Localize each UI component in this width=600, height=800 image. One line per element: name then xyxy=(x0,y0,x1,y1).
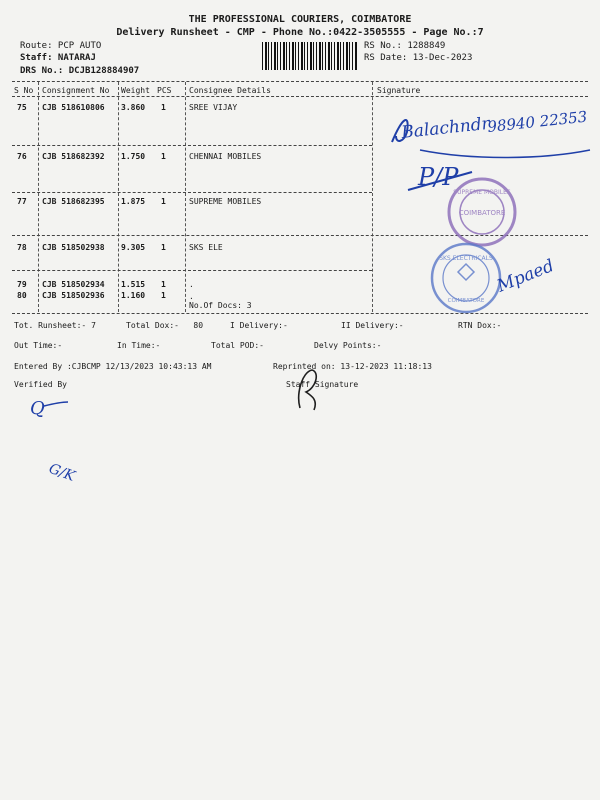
staff: Staff: NATARAJ xyxy=(20,53,96,63)
delvy-points: Delvy Points:- xyxy=(314,341,382,350)
stamp-sks-bottom: COIMBATORE xyxy=(447,298,485,304)
row-consignee: SREE VIJAY xyxy=(189,103,238,112)
stamp-coimbatore: COIMBATORE xyxy=(458,209,506,217)
staff-signature-scribble xyxy=(299,370,317,410)
verified-tail xyxy=(44,402,68,406)
row-sno: 77 xyxy=(17,197,27,206)
col-signature: Signature xyxy=(377,86,421,95)
col-sno: S No xyxy=(14,86,34,95)
row-pcs: 1 xyxy=(161,197,166,206)
runsheet-subtitle: Delivery Runsheet - CMP - Phone No.:0422-3505555 - Page No.:7 xyxy=(116,27,484,38)
sig4: Mpaed xyxy=(494,255,557,297)
row-sno: 75 xyxy=(17,103,27,112)
row-pcs: 1 xyxy=(161,103,166,112)
row-consignee: SKS ELE xyxy=(189,243,223,252)
reprinted-on: Reprinted on: 13-12-2023 11:18:13 xyxy=(273,362,432,371)
row-consignment: CJB 518502936 xyxy=(42,291,105,300)
row-consignee: . xyxy=(189,280,194,289)
col-consignment: Consignment No xyxy=(42,86,110,95)
row-consignment: CJB 518502934 xyxy=(42,280,105,289)
col-weight: Weight xyxy=(121,86,150,95)
row-pcs: 1 xyxy=(161,152,166,161)
pp-mark: P/P xyxy=(418,163,459,191)
row-consignment: CJB 518502938 xyxy=(42,243,105,252)
row-consignment: CJB 518682395 xyxy=(42,197,105,206)
i-delivery: I Delivery:- xyxy=(230,321,288,330)
row-pcs: 1 xyxy=(161,280,166,289)
drs-number: DRS No.: DCJB128884907 xyxy=(20,66,140,76)
entered-by: Entered By :CJBCMP 12/13/2023 10:43:13 AM xyxy=(14,362,212,371)
in-time: In Time:- xyxy=(117,341,161,350)
rs-number: RS No.: 1288849 xyxy=(364,41,446,51)
row-sno: 78 xyxy=(17,243,27,252)
col-pcs: PCS xyxy=(157,86,172,95)
row-sno: 79 xyxy=(17,280,27,289)
company-title: THE PROFESSIONAL COURIERS, COIMBATORE xyxy=(188,14,412,25)
row-weight: 1.515 xyxy=(121,280,146,289)
rs-date: RS Date: 13-Dec-2023 xyxy=(364,53,473,63)
supreme-stamp xyxy=(449,179,515,245)
row-weight: 1.875 xyxy=(121,197,146,206)
verified-mark: Q xyxy=(30,398,45,419)
stamp-sks-text: SKS ELECTRICALS xyxy=(439,255,493,262)
row-weight: 9.305 xyxy=(121,243,146,252)
col-consignee: Consignee Details xyxy=(189,86,271,95)
sks-stamp xyxy=(432,244,500,312)
note-mark: G/K xyxy=(46,460,77,485)
row-pcs: 1 xyxy=(161,243,166,252)
rtn-dox: RTN Dox:- xyxy=(458,321,502,330)
verified-by: Verified By xyxy=(14,380,67,389)
row-sno: 80 xyxy=(17,291,27,300)
row-consignee: . xyxy=(189,292,194,301)
row-pcs: 1 xyxy=(161,291,166,300)
total-dox: Total Dox:- 80 xyxy=(126,321,204,330)
row-weight: 1.160 xyxy=(121,291,146,300)
route: Route: PCP AUTO xyxy=(20,41,102,51)
total-pod: Total POD:- xyxy=(211,341,264,350)
row-consignee: SUPREME MOBILES xyxy=(189,197,262,206)
row-sno: 76 xyxy=(17,152,27,161)
row-consignee: CHENNAI MOBILES xyxy=(189,152,262,161)
stamp-supreme-text: SUPREME MOBILES xyxy=(453,189,511,196)
row-consignment: CJB 518610806 xyxy=(42,103,105,112)
row-weight: 3.860 xyxy=(121,103,146,112)
row-consignment: CJB 518682392 xyxy=(42,152,105,161)
tot-runsheet: Tot. Runsheet:- 7 xyxy=(14,321,96,330)
row-weight: 1.750 xyxy=(121,152,146,161)
sig1-name: Balachndr xyxy=(400,113,491,143)
out-time: Out Time:- xyxy=(14,341,63,350)
ii-delivery: II Delivery:- xyxy=(341,321,404,330)
staff-signature: Staff Signature xyxy=(286,380,359,389)
no-of-docs: No.Of Docs: 3 xyxy=(189,301,252,310)
sig1-phone: 98940 22353 xyxy=(486,107,589,136)
